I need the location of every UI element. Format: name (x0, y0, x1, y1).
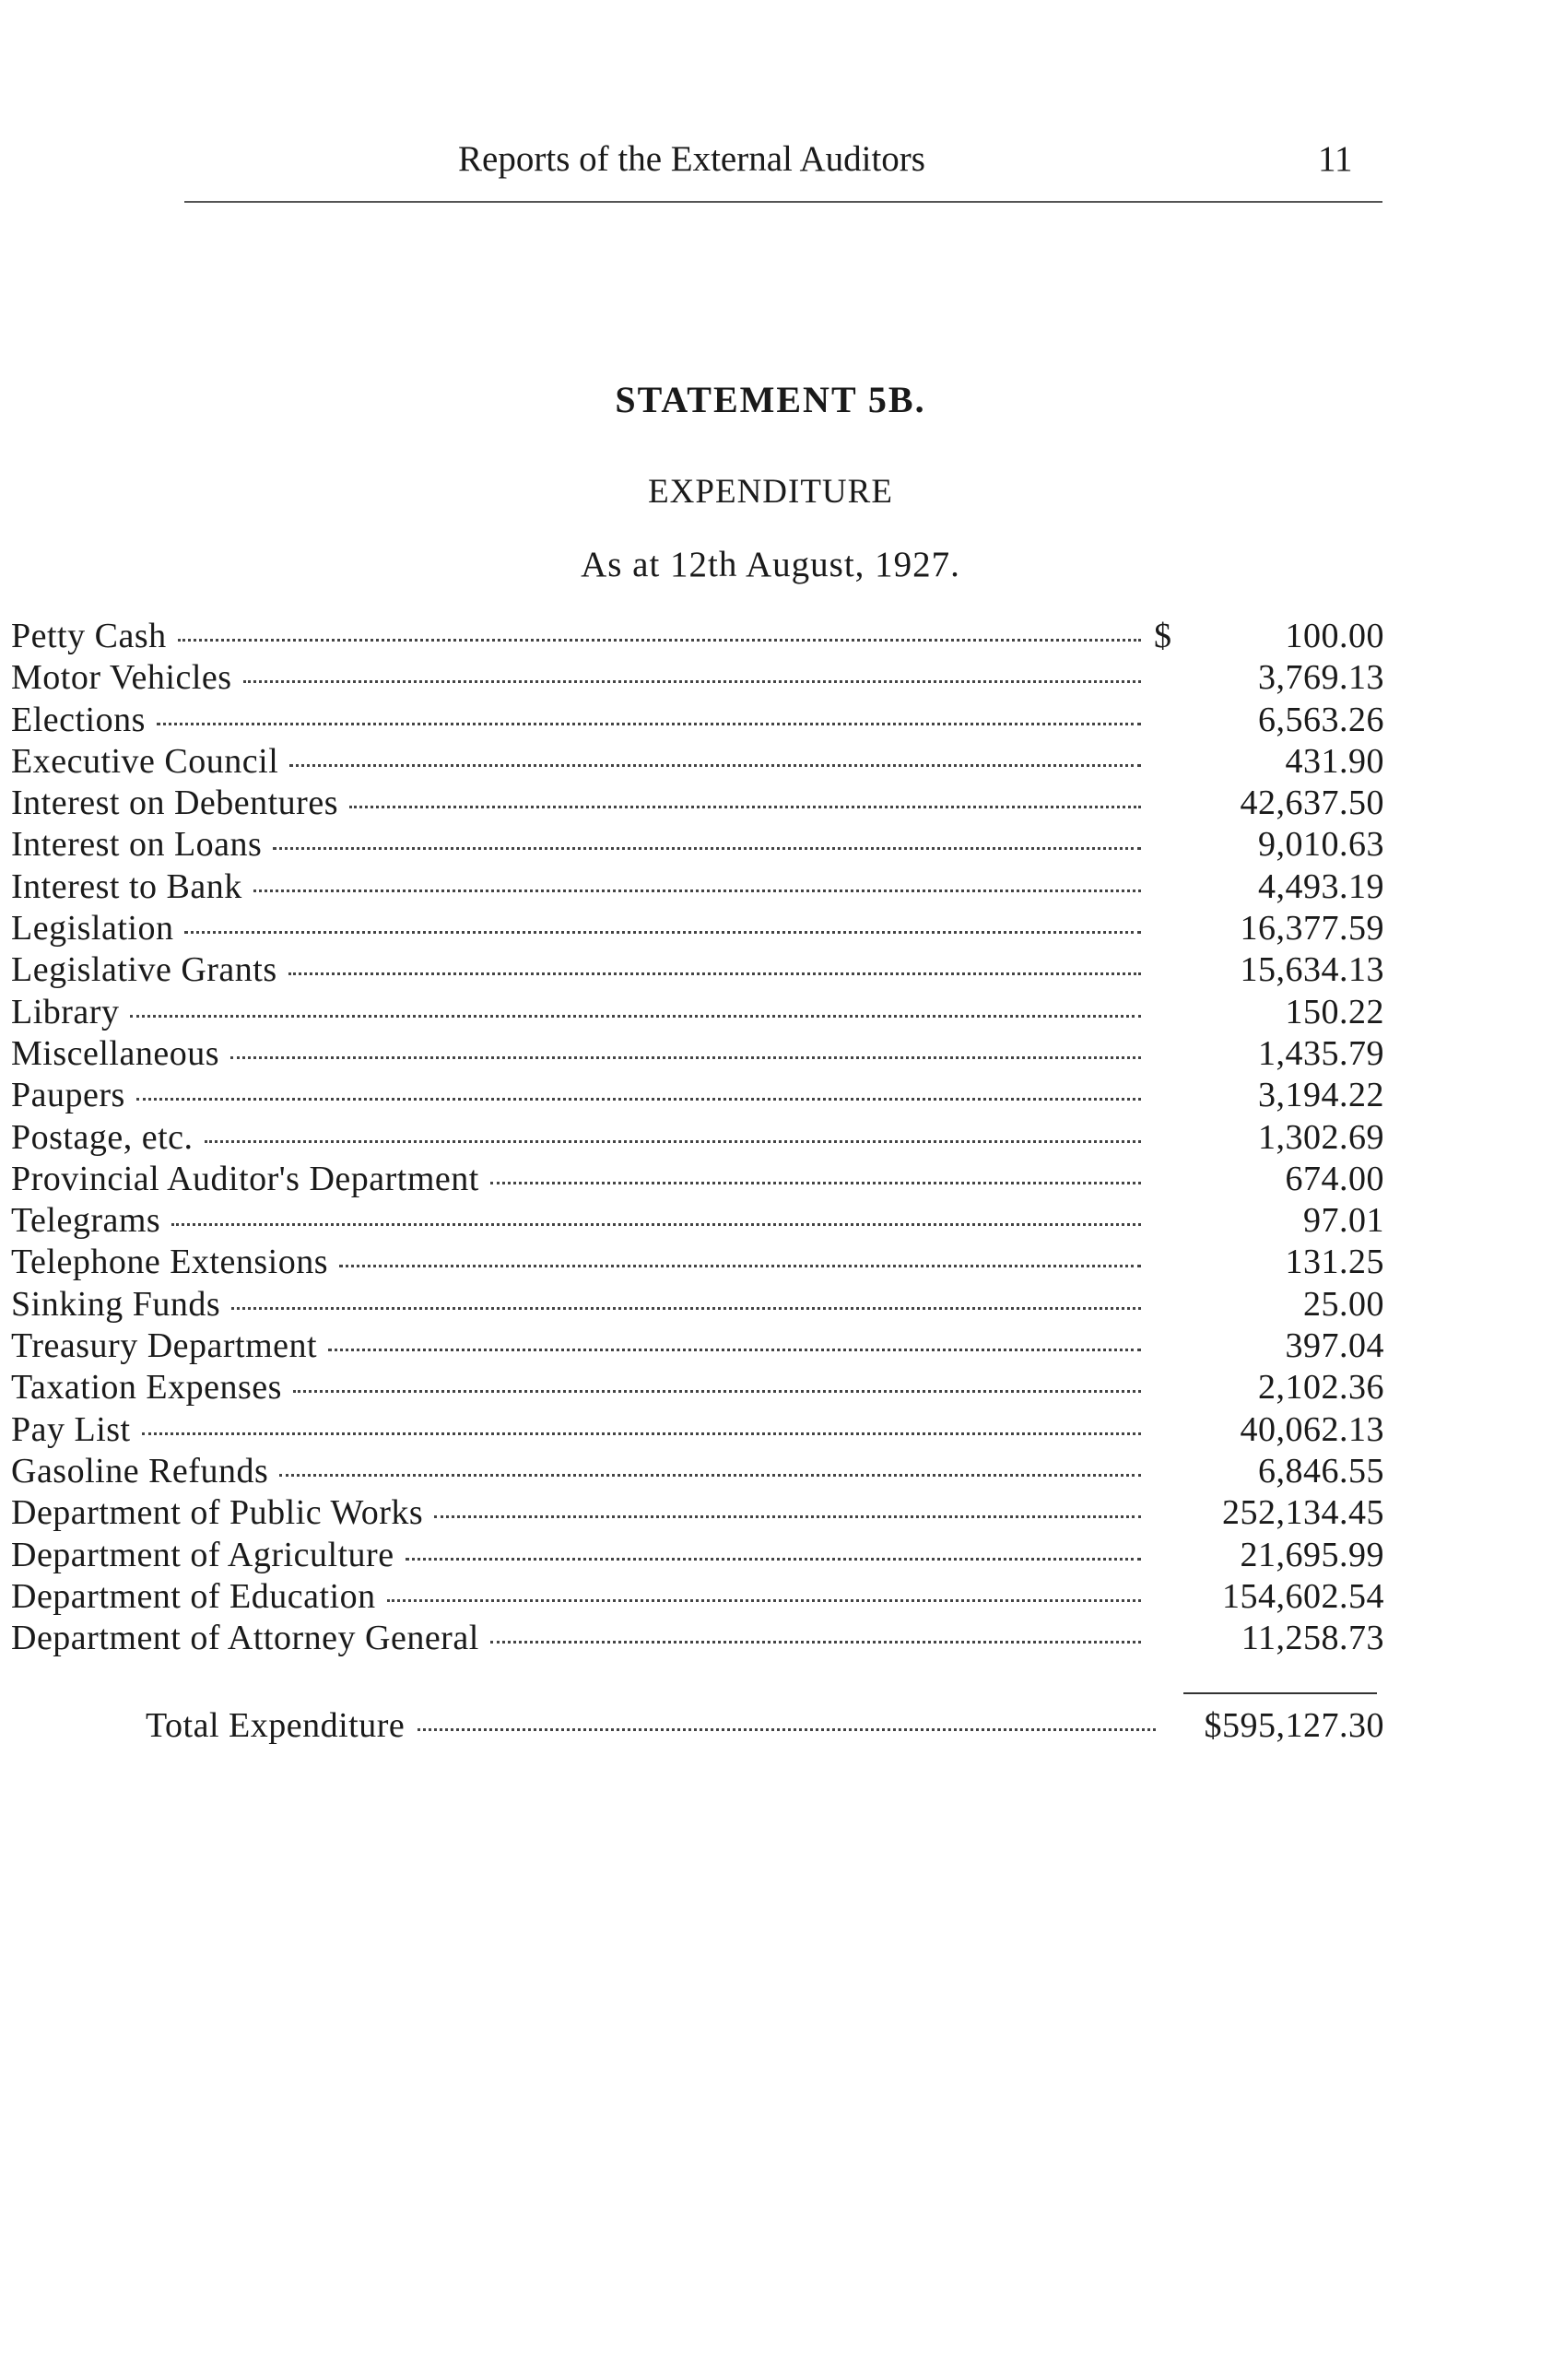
statement-subtitle: EXPENDITURE (648, 473, 893, 511)
list-item (11, 1159, 1384, 1200)
item-label: Interest on Debentures (11, 784, 338, 823)
header-rule (184, 201, 1382, 203)
list-item (11, 1409, 1384, 1451)
total-label: Total Expenditure (146, 1706, 406, 1745)
item-label: Elections (11, 700, 146, 739)
item-amount: 2,102.36 (1258, 1368, 1384, 1408)
list-item (11, 1618, 1384, 1659)
item-amount: 150.22 (1285, 992, 1384, 1031)
list-item (11, 1451, 1384, 1492)
dot-leader (136, 1098, 1141, 1101)
list-item (11, 949, 1384, 991)
dot-leader (406, 1558, 1141, 1561)
list-item (11, 700, 1384, 741)
list-item (11, 783, 1384, 824)
dot-leader (490, 1641, 1141, 1644)
dot-leader (171, 1223, 1141, 1226)
item-label: Miscellaneous (11, 1033, 220, 1073)
item-label: Department of Attorney General (11, 1619, 479, 1658)
expenditure-list (11, 616, 1384, 1659)
list-item (11, 1117, 1384, 1159)
item-label: Legislation (11, 909, 174, 948)
dot-leader (273, 847, 1141, 850)
item-label: Motor Vehicles (11, 658, 232, 698)
item-label: Gasoline Refunds (11, 1451, 269, 1490)
item-amount: 9,010.63 (1258, 825, 1384, 865)
item-amount: 154,602.54 (1222, 1576, 1384, 1616)
dot-leader (178, 639, 1141, 642)
list-item (11, 824, 1384, 866)
item-amount: 42,637.50 (1240, 784, 1384, 823)
dot-leader (288, 972, 1141, 975)
list-item (11, 1033, 1384, 1075)
item-amount: 397.04 (1285, 1326, 1384, 1366)
item-label: Department of Agriculture (11, 1535, 394, 1574)
statement-date: As at 12th August, 1927. (581, 545, 960, 584)
item-label: Pay List (11, 1409, 131, 1449)
dot-leader (418, 1728, 1156, 1731)
running-title: Reports of the External Auditors (458, 139, 925, 179)
page-header (0, 138, 1541, 194)
list-item (11, 1535, 1384, 1576)
list-item (11, 1492, 1384, 1534)
item-amount: 16,377.59 (1240, 909, 1384, 948)
list-item (11, 1367, 1384, 1408)
dot-leader (253, 890, 1141, 892)
item-amount: 21,695.99 (1240, 1535, 1384, 1574)
page-number: 11 (1318, 139, 1353, 179)
item-amount: 252,134.45 (1222, 1493, 1384, 1533)
list-item (11, 741, 1384, 783)
item-amount: 3,194.22 (1258, 1076, 1384, 1115)
dot-leader (328, 1349, 1141, 1351)
item-label: Interest to Bank (11, 866, 242, 906)
dot-leader (349, 806, 1141, 808)
item-label: Provincial Auditor's Department (11, 1159, 479, 1198)
item-label: Taxation Expenses (11, 1368, 282, 1408)
list-item (11, 657, 1384, 699)
list-item (11, 616, 1384, 657)
dot-leader (289, 764, 1141, 767)
item-label: Executive Council (11, 741, 279, 781)
item-amount: 40,062.13 (1240, 1409, 1384, 1449)
item-label: Telephone Extensions (11, 1243, 328, 1282)
item-amount: 15,634.13 (1240, 950, 1384, 990)
list-item (11, 1284, 1384, 1325)
dot-leader (130, 1015, 1141, 1018)
dot-leader (231, 1307, 1141, 1310)
dot-leader (205, 1140, 1141, 1143)
dot-leader (490, 1182, 1141, 1184)
list-item (11, 908, 1384, 949)
item-amount: 4,493.19 (1258, 866, 1384, 906)
dot-leader (339, 1265, 1141, 1267)
total-rule (1183, 1692, 1377, 1694)
item-label: Petty Cash (11, 617, 167, 655)
item-amount: 25.00 (1303, 1284, 1384, 1324)
dot-leader (157, 723, 1141, 725)
item-amount: 1,435.79 (1258, 1033, 1384, 1073)
statement-title: STATEMENT 5B. (615, 379, 926, 420)
dot-leader (293, 1390, 1141, 1393)
dot-leader (279, 1474, 1141, 1477)
item-amount: 100.00 (1285, 617, 1384, 655)
item-amount: 131.25 (1285, 1243, 1384, 1282)
total-amount: $595,127.30 (1204, 1706, 1384, 1745)
list-item (11, 1576, 1384, 1618)
item-amount: 3,769.13 (1258, 658, 1384, 698)
item-amount: 431.90 (1285, 741, 1384, 781)
list-item (11, 1075, 1384, 1116)
item-label: Postage, etc. (11, 1117, 194, 1157)
currency-symbol: $ (1154, 617, 1172, 655)
list-item (11, 1242, 1384, 1283)
dot-leader (142, 1432, 1141, 1435)
item-amount: 6,563.26 (1258, 700, 1384, 739)
item-amount: 97.01 (1303, 1201, 1384, 1241)
item-label: Sinking Funds (11, 1284, 221, 1324)
item-label: Department of Education (11, 1576, 376, 1616)
list-item (11, 1200, 1384, 1242)
item-amount: 11,258.73 (1241, 1619, 1384, 1658)
item-label: Department of Public Works (11, 1493, 424, 1533)
item-label: Library (11, 992, 120, 1031)
item-label: Telegrams (11, 1201, 161, 1241)
dot-leader (243, 680, 1141, 683)
item-label: Legislative Grants (11, 950, 277, 990)
total-row (146, 1705, 1384, 1746)
dot-leader (184, 931, 1141, 934)
dot-leader (434, 1515, 1141, 1518)
list-item (11, 992, 1384, 1033)
dot-leader (387, 1599, 1141, 1602)
item-label: Treasury Department (11, 1326, 318, 1366)
item-amount: 6,846.55 (1258, 1451, 1384, 1490)
item-label: Interest on Loans (11, 825, 263, 865)
list-item (11, 1325, 1384, 1367)
item-amount: 674.00 (1285, 1159, 1384, 1198)
list-item (11, 866, 1384, 908)
item-label: Paupers (11, 1076, 125, 1115)
item-amount: 1,302.69 (1258, 1117, 1384, 1157)
dot-leader (230, 1056, 1141, 1059)
